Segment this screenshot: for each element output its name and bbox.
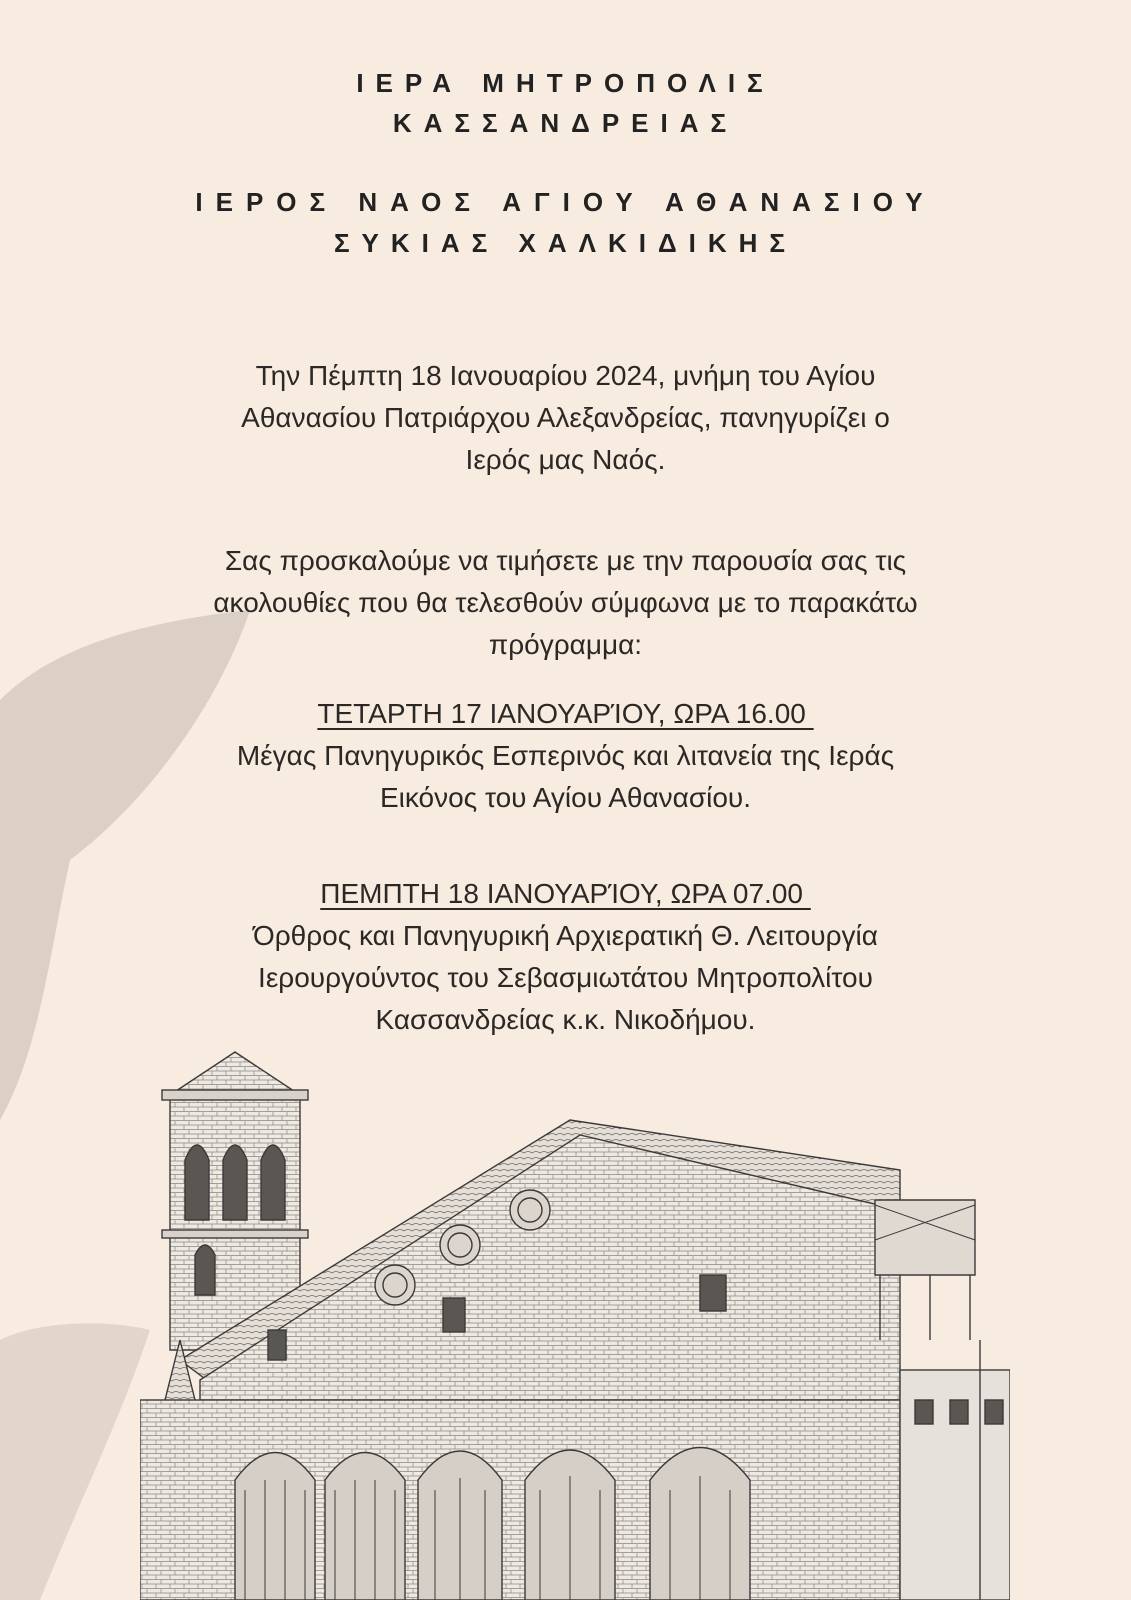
event-description-line: Όρθρος και Πανηγυρική Αρχιερατική Θ. Λειτουργία bbox=[253, 920, 878, 951]
event-description-line: Μέγας Πανηγυρικός Εσπερινός και λιτανεία της Ιεράς bbox=[236, 740, 895, 771]
intro-line: Αθανασίου Πατριάρχου Αλεξανδρείας, πανηγυρίζει ο bbox=[241, 402, 890, 433]
intro-line: Ιερός μας Ναός. bbox=[465, 444, 666, 475]
church-title-line1: ΙΕΡΟΣ ΝΑΟΣ ΑΓΙΟΥ ΑΘΑΝΑΣΙΟΥ bbox=[195, 187, 936, 217]
invitation-line: ακολουθίες που θα τελεσθούν σύμφωνα με το παρακάτω bbox=[213, 587, 918, 618]
event-title: ΠΕΜΠΤΗ 18 ΙΑΝΟΥΑΡΊΟΥ, ΩΡΑ 07.00 bbox=[320, 878, 811, 909]
church-sketch-illustration bbox=[140, 1040, 1010, 1600]
intro-paragraph bbox=[0, 355, 1131, 481]
event-description-line: Ιερουργούντος του Σεβασμιωτάτου Μητροπολίτου bbox=[258, 962, 873, 993]
intro-line: Την Πέμπτη 18 Ιανουαρίου 2024, μνήμη του Αγίου bbox=[255, 360, 876, 391]
event-title: ΤΕΤΑΡΤΗ 17 ΙΑΝΟΥΑΡΊΟΥ, ΩΡΑ 16.00 bbox=[317, 698, 814, 729]
invitation-line: πρόγραμμα: bbox=[488, 629, 643, 660]
invitation-paragraph bbox=[0, 540, 1131, 666]
event-description-line: Εικόνος του Αγίου Αθανασίου. bbox=[379, 782, 752, 813]
metropolis-title-line1: ΙΕΡΑ ΜΗΤΡΟΠΟΛΙΣ bbox=[356, 68, 775, 98]
metropolis-title-line2: ΚΑΣΣΑΝΔΡΕΙΑΣ bbox=[392, 108, 739, 138]
event-description-line: Κασσανδρείας κ.κ. Νικοδήμου. bbox=[375, 1004, 756, 1035]
church-title-line2: ΣΥΚΙΑΣ ΧΑΛΚΙΔΙΚΗΣ bbox=[333, 228, 798, 258]
invitation-line: Σας προσκαλούμε να τιμήσετε με την παρουσία σας τις bbox=[224, 545, 907, 576]
event-thursday bbox=[0, 873, 1131, 1041]
event-wednesday bbox=[0, 693, 1131, 819]
